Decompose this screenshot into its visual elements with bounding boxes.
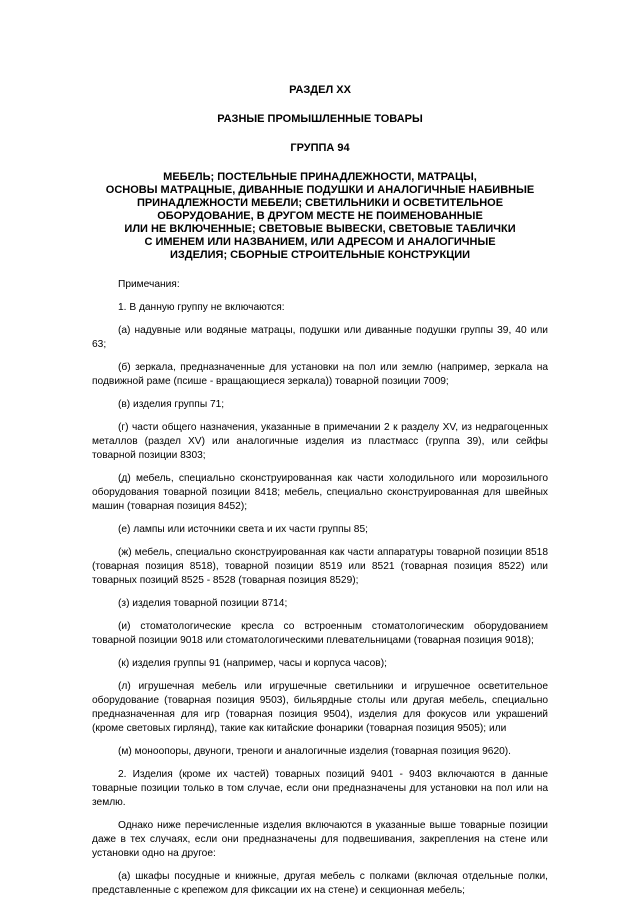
note-item-i: (и) стоматологические кресла со встроенным стоматологическим оборудованием товарной позиции 9018 или стоматологическими плевательницами (товарная позиция 9018); (92, 621, 548, 646)
group-heading: ГРУППА 94 (290, 142, 350, 154)
note-item-z: (з) изделия товарной позиции 8714; (118, 598, 288, 609)
note-item-a: (а) надувные или водяные матрацы, подушки или диванные подушки группы 39, 40 или 63; (92, 325, 548, 350)
group-title-line: ИЛИ НЕ ВКЛЮЧЕННЫЕ; СВЕТОВЫЕ ВЫВЕСКИ, СВЕТОВЫЕ ТАБЛИЧКИ (124, 223, 516, 235)
group-title-line: С ИМЕНЕМ ИЛИ НАЗВАНИЕМ, ИЛИ АДРЕСОМ И АНАЛОГИЧНЫЕ (144, 236, 496, 248)
note-item-e: (е) лампы или источники света и их части группы 85; (118, 524, 368, 535)
section-title: РАЗНЫЕ ПРОМЫШЛЕННЫЕ ТОВАРЫ (217, 113, 423, 125)
group-title-line: МЕБЕЛЬ; ПОСТЕЛЬНЫЕ ПРИНАДЛЕЖНОСТИ, МАТРАЦЫ, (163, 171, 477, 183)
group-title-line: ИЗДЕЛИЯ; СБОРНЫЕ СТРОИТЕЛЬНЫЕ КОНСТРУКЦИИ (169, 249, 471, 261)
note-2: 2. Изделия (кроме их частей) товарных позиций 9401 - 9403 включаются в данные товарные позиции только в том случае, если они предназначены для установки на пол или на землю. (92, 769, 548, 808)
group-title-line: ПРИНАДЛЕЖНОСТИ МЕБЕЛИ; СВЕТИЛЬНИКИ И ОСВЕТИТЕЛЬНОЕ (136, 197, 504, 209)
group-title (92, 171, 548, 262)
note-item-b: (б) зеркала, предназначенные для установки на пол или землю (например, зеркала на подвижной раме (псише - вращающиеся зеркала)) товарной позиции 7009; (92, 362, 548, 387)
note-item-g: (г) части общего назначения, указанные в примечании 2 к разделу XV, из недрагоценных металлов (раздел XV) или аналогичные изделия из пластмасс (группа 39), или сейфы товарной позиции 8303; (92, 422, 548, 461)
note-item-zh: (ж) мебель, специально сконструированная как части аппаратуры товарной позиции 8518 (товарная позиция 8518), товарной позиции 8519 или 8521 (товарная позиция 8522) или товарных позиций 8525 - 8528 (товарная позиция 8529); (92, 547, 548, 586)
notes-label: Примечания: (118, 279, 180, 290)
notes-body (92, 278, 548, 898)
note-item-v: (в) изделия группы 71; (118, 399, 225, 410)
group-title-line: ОБОРУДОВАНИЕ, В ДРУГОМ МЕСТЕ НЕ ПОИМЕНОВАННЫЕ (157, 210, 483, 222)
note-item-l: (л) игрушечная мебель или игрушечные светильники и игрушечное осветительное оборудование (товарная позиция 9503), бильярдные столы или другая мебель, специально предназначенная для игр (товарная позиция 9504), изделия для фокусов или украшений (кроме световых гирлянд), такие как китайские фонарики (товарная позиция 9505); или (92, 681, 548, 734)
note-2-exception: Однако ниже перечисленные изделия включаются в указанные выше товарные позиции даже в тех случаях, если они предназначены для подвешивания, закрепления на стене или установки одно на другое: (92, 820, 548, 859)
note-2-item-a: (а) шкафы посудные и книжные, другая мебель с полками (включая отдельные полки, представленные с крепежом для фиксации их на стене) и секционная мебель; (92, 871, 548, 896)
section-heading: РАЗДЕЛ XX (289, 84, 351, 96)
group-title-line: ОСНОВЫ МАТРАЦНЫЕ, ДИВАННЫЕ ПОДУШКИ И АНАЛОГИЧНЫЕ НАБИВНЫЕ (105, 184, 535, 196)
note-1-intro: 1. В данную группу не включаются: (118, 302, 285, 313)
note-item-d: (д) мебель, специально сконструированная как части холодильного или морозильного оборудования товарной позиции 8418; мебель, специально сконструированная для швейных машин (товарная позиция 8452); (92, 473, 548, 512)
note-item-k: (к) изделия группы 91 (например, часы и корпуса часов); (118, 658, 387, 669)
note-item-m: (м) моноопоры, двуноги, треноги и аналогичные изделия (товарная позиция 9620). (118, 746, 512, 757)
